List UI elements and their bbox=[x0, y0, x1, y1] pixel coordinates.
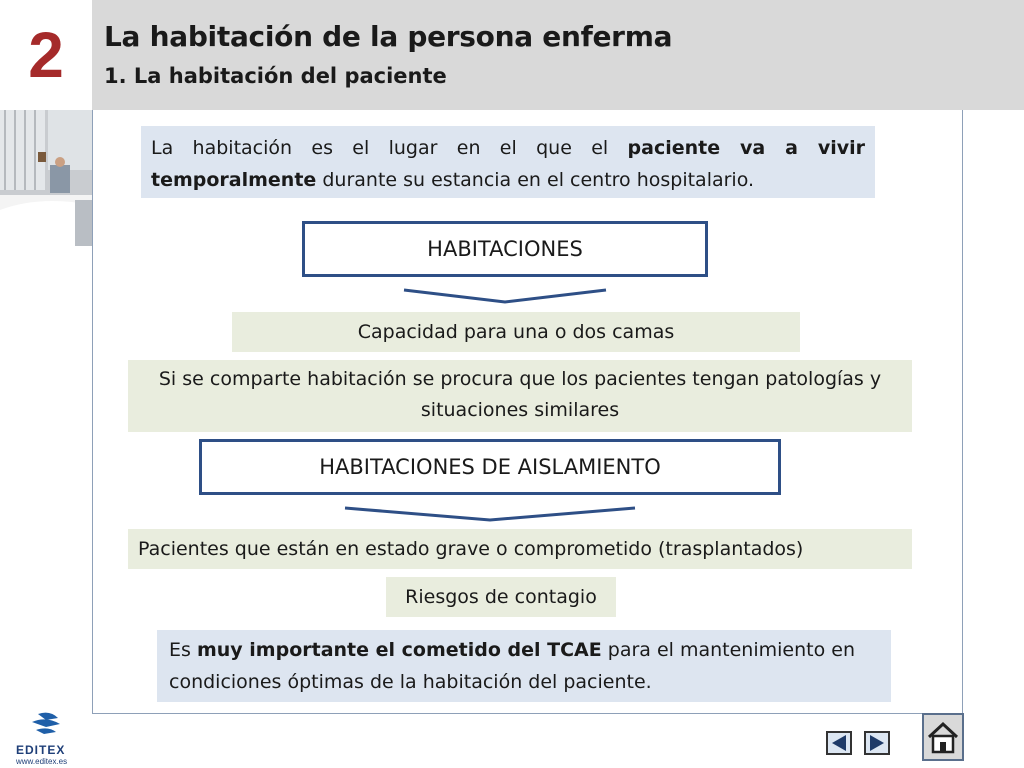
tcae-note-box bbox=[157, 630, 891, 702]
previous-button[interactable] bbox=[826, 731, 852, 755]
contagion-risk-box: Riesgos de contagio bbox=[386, 577, 616, 617]
intro-text: La habitación es el lugar en el que el bbox=[151, 137, 628, 159]
hospital-room-photo bbox=[0, 110, 92, 246]
home-button[interactable] bbox=[922, 713, 964, 761]
capacity-box: Capacidad para una o dos camas bbox=[232, 312, 800, 352]
intro-box bbox=[141, 126, 875, 198]
note-text-end: para el mantenimiento en condiciones óptimas de la habitación del paciente. bbox=[169, 639, 855, 693]
triangle-left-icon bbox=[828, 733, 850, 753]
logo-name: EDITEX bbox=[16, 743, 66, 757]
page-subtitle: 1. La habitación del paciente bbox=[104, 64, 447, 88]
arrow-down-icon bbox=[343, 505, 637, 523]
triangle-right-icon bbox=[866, 733, 888, 753]
chapter-number: 2 bbox=[0, 0, 92, 110]
editex-logo bbox=[16, 710, 76, 766]
header-bar bbox=[0, 0, 1024, 110]
note-text: Es bbox=[169, 639, 197, 661]
arrow-down-icon bbox=[402, 287, 608, 305]
intro-bold: paciente va a vivir temporalmente bbox=[151, 137, 865, 191]
note-bold: muy importante el cometido del TCAE bbox=[196, 639, 602, 661]
home-icon bbox=[924, 715, 962, 759]
shared-room-box: Si se comparte habitación se procura que los pacientes tengan patologías y situaciones similares bbox=[128, 360, 912, 432]
isolation-heading: HABITACIONES DE AISLAMIENTO bbox=[199, 439, 781, 495]
isolation-patients-box: Pacientes que están en estado grave o comprometido (trasplantados) bbox=[128, 529, 912, 569]
page-title: La habitación de la persona enferma bbox=[104, 20, 673, 53]
intro-text-end: durante su estancia en el centro hospitalario. bbox=[316, 169, 755, 191]
logo-url: www.editex.es bbox=[16, 757, 68, 766]
habitaciones-heading: HABITACIONES bbox=[302, 221, 708, 277]
next-button[interactable] bbox=[864, 731, 890, 755]
